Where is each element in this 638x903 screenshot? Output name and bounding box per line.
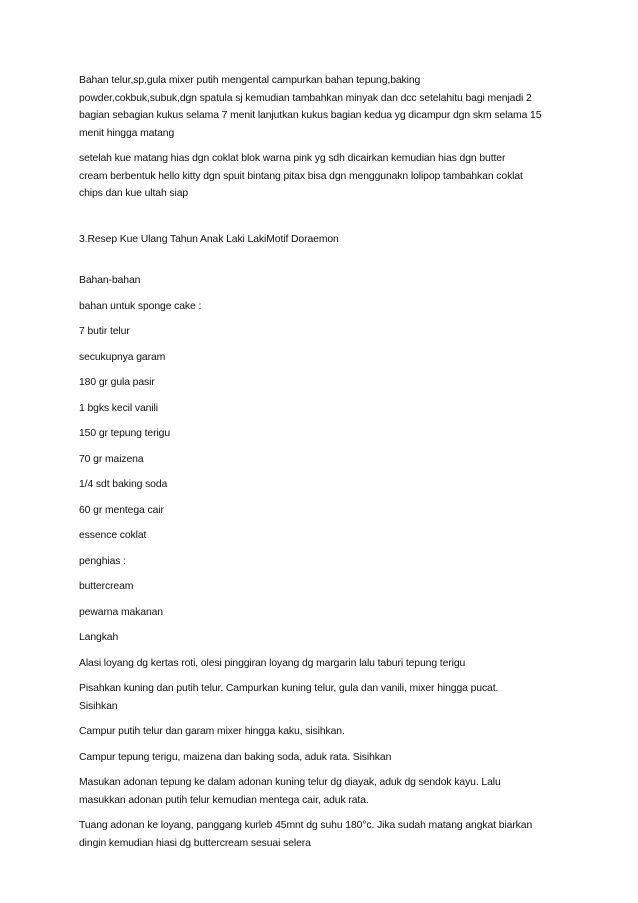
ingredient-item: 180 gr gula pasir [79,377,155,388]
ingredient-item: 7 butir telur [79,326,130,337]
ingredient-item: 1 bgks kecil vanili [79,402,158,414]
langkah-step: Campur putih telur dan garam mixer hingga kaku, sisihkan. [79,726,345,737]
langkah-step: Alasi loyang dg kertas roti, olesi pinggiran loyang dg margarin lalu taburi tepung terigu [79,657,466,669]
ingredient-item: secukupnya garam [79,351,166,363]
penghias-item: pewarna makanan [79,606,163,618]
penghias-heading: penghias : [79,555,126,567]
penghias-item: buttercream [79,581,134,592]
recipe-title: 3.Resep Kue Ulang Tahun Anak Laki LakiMotif Doraemon [79,233,339,245]
ingredient-item: 1/4 sdt baking soda [79,479,168,490]
ingredient-item: 150 gr tepung terigu [79,428,171,439]
intro-paragraph-1: Bahan telur,sp,gula mixer putih mengental campurkan bahan tepung,baking powder,cokbuk,subuk,dgn spatula sj kemudian tambahkan minyak dan dcc setelahitu bagi menjadi 2 bagian sebagian kukus selama 7 menit lanjutkan kukus bagian kedua yg dicampur dgn skm selama 15 menit hingga matang [79,75,542,139]
langkah-heading: Langkah [79,632,119,643]
ingredient-item: essence coklat [79,530,147,541]
langkah-step: Masukan adonan tepung ke dalam adonan kuning telur dg diayak, aduk dg sendok kayu. Lalu masukkan adonan putih telur kemudian mentega cair, aduk rata. [79,777,501,806]
ingredient-item: 60 gr mentega cair [79,504,164,516]
sponge-cake-heading: bahan untuk sponge cake : [79,300,202,312]
intro-paragraph-2: setelah kue matang hias dgn coklat blok warna pink yg sdh dicairkan kemudian hias dgn butter cream berbentuk hello kitty dgn spuit bintang pitax bisa dgn menggunakn lolipop tambahkan coklat chips dan kue ultah siap [79,153,523,199]
langkah-step: Pisahkan kuning dan putih telur. Campurkan kuning telur, gula dan vanili, mixer hingga pucat. Sisihkan [79,683,499,712]
langkah-step: Tuang adonan ke loyang, panggang kurleb 45mnt dg suhu 180°c. Jika sudah matang angkat biarkan dingin kemudian hiasi dg buttercream sesuai selera [79,820,533,849]
langkah-step: Campur tepung terigu, maizena dan baking soda, aduk rata. Sisihkan [79,751,392,763]
document-page [79,72,569,860]
ingredient-item: 70 gr maizena [79,453,144,465]
bahan-heading: Bahan-bahan [79,275,141,286]
